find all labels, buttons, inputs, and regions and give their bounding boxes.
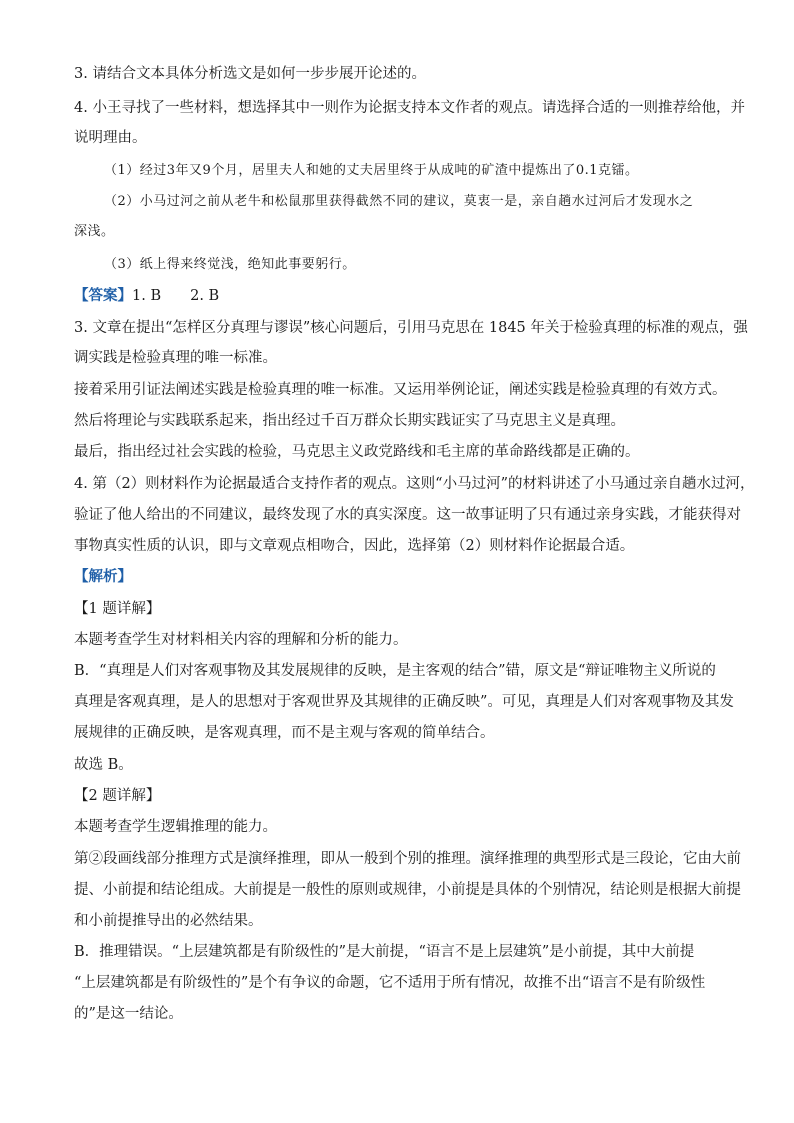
detail-1-line-5: 故选 B。 — [74, 757, 133, 773]
detail-1-tag: 【1 题详解】 — [74, 601, 161, 617]
question-4-line-1: 4. 小王寻找了一些材料，想选择其中一则作为论据支持本文作者的观点。请选择合适的一则推荐给他，并 — [74, 100, 745, 116]
material-3: （3）纸上得来终觉浅，绝知此事要躬行。 — [104, 257, 356, 272]
answer-3-line-1: 3. 文章在提出“怎样区分真理与谬误”核心问题后，引用马克思在 1845 年关于检验真理的标准的观点，强 — [74, 320, 748, 336]
material-2-line-2: 深浅。 — [74, 224, 115, 239]
detail-1-line-2: B．“真理是人们对客观事物及其发展规律的反映，是主客观的结合”错，原文是“辩证唯物主义所说的 — [74, 663, 716, 679]
detail-2-tag: 【2 题详解】 — [74, 788, 161, 804]
question-4-line-2: 说明理由。 — [74, 130, 147, 146]
question-3: 3. 请结合文本具体分析选文是如何一步步展开论述的。 — [74, 66, 426, 82]
answer-choices: 1. B 2. B — [132, 288, 220, 304]
detail-2-line-3: 提、小前提和结论组成。大前提是一般性的原则或规律，小前提是具体的个别情况，结论则是根据大前提 — [74, 882, 741, 898]
detail-1-line-4: 展规律的正确反映，是客观真理，而不是主观与客观的简单结合。 — [74, 725, 495, 741]
material-2-line-1: （2）小马过河之前从老牛和松鼠那里获得截然不同的建议，莫衷一是，亲自趟水过河后才发现水之 — [104, 194, 694, 209]
answer-3-line-3: 接着采用引证法阐述实践是检验真理的唯一标准。又运用举例论证，阐述实践是检验真理的有效方式。 — [74, 382, 727, 398]
detail-2-line-2: 第②段画线部分推理方式是演绎推理，即从一般到个别的推理。演绎推理的典型形式是三段论，它由大前 — [74, 851, 741, 867]
detail-2-line-4: 和小前提推导出的必然结果。 — [74, 913, 263, 929]
answer-4-line-1: 4. 第（2）则材料作为论据最适合支持作者的观点。这则“小马过河”的材料讲述了小马通过亲自趟水过河， — [74, 476, 755, 492]
analysis-tag: 【解析】 — [74, 568, 132, 585]
answer-3-line-2: 调实践是检验真理的唯一标准。 — [74, 350, 277, 366]
answer-row — [74, 286, 724, 306]
answer-4-line-2: 验证了他人给出的不同建议，最终发现了水的真实深度。这一故事证明了只有通过亲身实践，才能获得对 — [74, 507, 741, 523]
answer-tag: 【答案】 — [74, 287, 132, 304]
detail-2-line-1: 本题考查学生逻辑推理的能力。 — [74, 819, 277, 835]
detail-2-line-6: “上层建筑都是有阶级性的”是个有争议的命题，它不适用于所有情况，故推不出“语言不是有阶级性 — [74, 975, 706, 991]
detail-2-line-7: 的”是这一结论。 — [74, 1006, 183, 1022]
answer-3-line-5: 最后，指出经过社会实践的检验，马克思主义政党路线和毛主席的革命路线都是正确的。 — [74, 444, 640, 460]
detail-1-line-1: 本题考查学生对材料相关内容的理解和分析的能力。 — [74, 632, 408, 648]
detail-2-line-5: B．推理错误。“上层建筑都是有阶级性的”是大前提，“语言不是上层建筑”是小前提，其中大前提 — [74, 944, 695, 960]
material-1: （1）经过3年又9个月，居里夫人和她的丈夫居里终于从成吨的矿渣中提炼出了0.1克镭。 — [104, 163, 639, 178]
answer-3-line-4: 然后将理论与实践联系起来，指出经过千百万群众长期实践证实了马克思主义是真理。 — [74, 413, 625, 429]
answer-4-line-3: 事物真实性质的认识，即与文章观点相吻合，因此，选择第（2）则材料作论据最合适。 — [74, 538, 635, 554]
detail-1-line-3: 真理是客观真理，是人的思想对于客观世界及其规律的正确反映”。可见，真理是人们对客观事物及其发 — [74, 694, 734, 710]
